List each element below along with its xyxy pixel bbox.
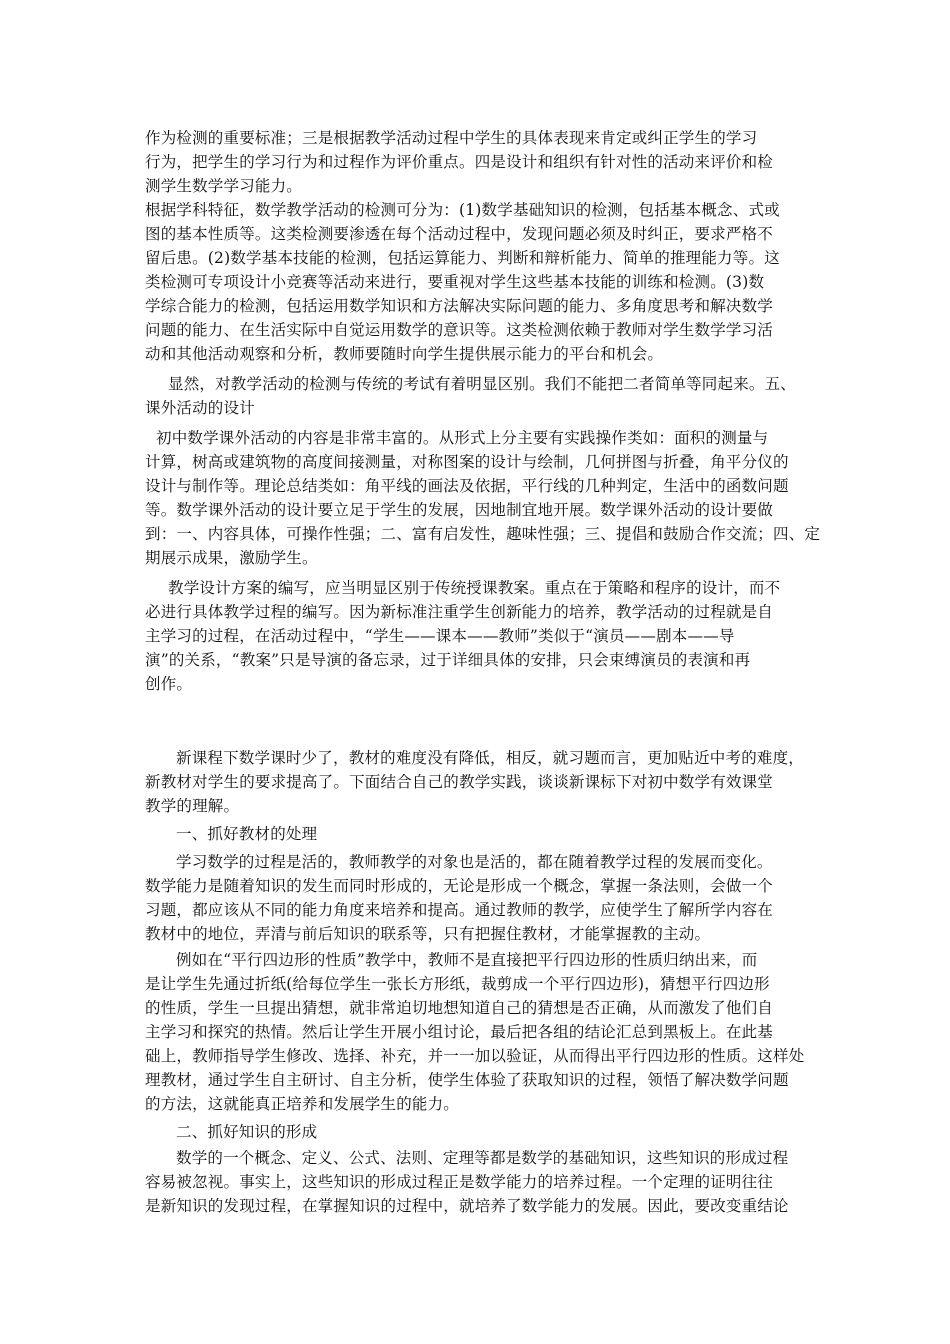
text-line: 类检测可专项设计小竞赛等活动来进行，要重视对学生这些基本技能的训练和检测。(3)数: [145, 273, 765, 291]
text-line: 期展示成果，激励学生。: [145, 549, 318, 567]
text-line: 必进行具体教学过程的编写。因为新标准注重学生创新能力的培养，教学活动的过程就是自: [145, 603, 774, 621]
text-line: 新教材对学生的要求提高了。下面结合自己的教学实践，谈谈新课标下对初中数学有效课堂: [145, 773, 774, 791]
text-line: 教学设计方案的编写，应当明显区别于传统授课教案。重点在于策略和程序的设计，而不: [168, 579, 781, 597]
text-line: 显然，对教学活动的检测与传统的考试有着明显区别。我们不能把二者简单等同起来。五、: [168, 375, 797, 393]
text-line: 计算，树高或建筑物的高度间接测量，对称图案的设计与绘制，几何拼图与折叠，角平分仪的: [145, 453, 789, 471]
text-line: 作为检测的重要标准；三是根据教学活动过程中学生的具体表现来肯定或纠正学生的学习: [145, 129, 758, 147]
text-line: 行为，把学生的学习行为和过程作为评价重点。四是设计和组织有针对性的活动来评价和检: [145, 153, 774, 171]
text-line: 是新知识的发现过程，在掌握知识的过程中，就培养了数学能力的发展。因此，要改变重结论: [145, 1197, 789, 1215]
text-line: 初中数学课外活动的内容是非常丰富的。从形式上分主要有实践操作类如：面积的测量与: [156, 429, 769, 447]
text-line: 的性质，学生一旦提出猜想，就非常迫切地想知道自己的猜想是否正确，从而激发了他们自: [145, 999, 774, 1017]
text-line: 主学习和探究的热情。然后让学生开展小组讨论，最后把各组的结论汇总到黑板上。在此基: [145, 1023, 774, 1041]
text-line: 留后患。(2)数学基本技能的检测，包括运算能力、判断和辩析能力、简单的推理能力等。这: [145, 249, 780, 267]
text-line: 测学生数学学习能力。: [145, 177, 303, 195]
text-line: 演”的关系，“教案”只是导演的备忘录，过于详细具体的安排，只会束缚演员的表演和再: [145, 651, 751, 669]
text-line: 主学习的过程，在活动过程中，“学生——课本——教师”类似于“演员——剧本——导: [145, 627, 735, 645]
text-line: 理教材，通过学生自主研讨、自主分析，使学生体验了获取知识的过程，领悟了解决数学问题: [145, 1071, 789, 1089]
text-line: 课外活动的设计: [145, 399, 255, 417]
text-line: 学习数学的过程是活的，教师教学的对象也是活的，都在随着教学过程的发展而变化。: [176, 853, 773, 871]
text-line: 到：一、内容具体，可操作性强；二、富有启发性，趣味性强；三、提倡和鼓励合作交流；四、定: [145, 525, 821, 543]
text-line: 例如在“平行四边形的性质”教学中，教师不是直接把平行四边形的性质归纳出来，而: [176, 951, 758, 969]
text-line: 教材中的地位，弄清与前后知识的联系等，只有把握住教材，才能掌握教的主动。: [145, 925, 711, 943]
text-line: 根据学科特征，数学教学活动的检测可分为：(1)数学基础知识的检测，包括基本概念、式或: [145, 201, 780, 219]
text-line: 创作。: [145, 675, 193, 693]
text-line: 数学的一个概念、定义、公式、法则、定理等都是数学的基础知识，这些知识的形成过程: [176, 1149, 789, 1167]
text-line: 图的基本性质等。这类检测要渗透在每个活动过程中，发现问题必须及时纠正，要求严格不: [145, 225, 774, 243]
section-heading: 二、抓好知识的形成: [176, 1123, 318, 1141]
text-line: 习题，都应该从不同的能力角度来培养和提高。通过教师的教学，应使学生了解所学内容在: [145, 901, 774, 919]
text-line: 容易被忽视。事实上，这些知识的形成过程正是数学能力的培养过程。一个定理的证明往往: [145, 1173, 774, 1191]
text-line: 础上，教师指导学生修改、选择、补充，并一一加以验证，从而得出平行四边形的性质。这样处: [145, 1047, 805, 1065]
text-line: 是让学生先通过折纸(给每位学生一张长方形纸，裁剪成一个平行四边形)，猜想平行四边形: [145, 975, 770, 993]
text-line: 动和其他活动观察和分析，教师要随时向学生提供展示能力的平台和机会。: [145, 345, 664, 363]
section-heading: 一、抓好教材的处理: [176, 825, 318, 843]
text-line: 问题的能力、在生活实际中自觉运用数学的意识等。这类检测依赖于教师对学生数学学习活: [145, 321, 774, 339]
text-line: 等。数学课外活动的设计要立足于学生的发展，因地制宜地开展。数学课外活动的设计要做: [145, 501, 774, 519]
text-line: 数学能力是随着知识的发生而同时形成的，无论是形成一个概念，掌握一条法则，会做一个: [145, 877, 774, 895]
text-line: 设计与制作等。理论总结类如：角平线的画法及依据，平行线的几种判定，生活中的函数问题: [145, 477, 789, 495]
text-line: 的方法，这就能真正培养和发展学生的能力。: [145, 1095, 460, 1113]
text-line: 教学的理解。: [145, 797, 240, 815]
text-line: 新课程下数学课时少了，教材的难度没有降低，相反，就习题而言，更加贴近中考的难度，: [176, 749, 805, 767]
text-line: 学综合能力的检测，包括运用数学知识和方法解决实际问题的能力、多角度思考和解决数学: [145, 297, 774, 315]
